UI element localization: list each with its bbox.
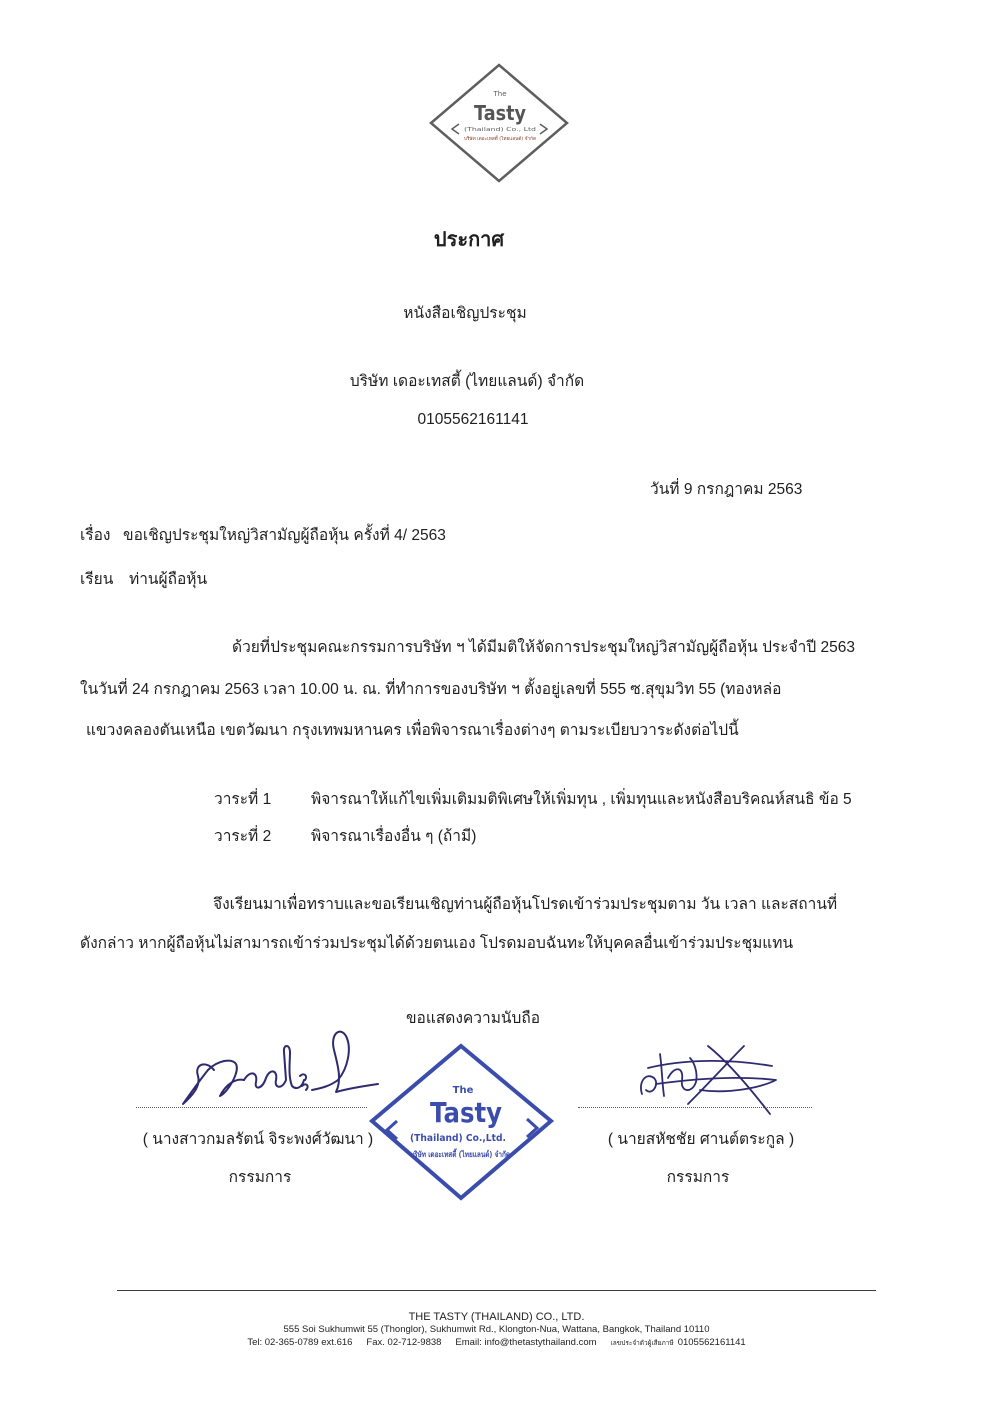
company-name: บริษัท เดอะเทสตี้ (ไทยแลนด์) จำกัด: [349, 373, 585, 390]
agenda-item-2-text: พิจารณาเรื่องอื่น ๆ (ถ้ามี): [311, 828, 477, 845]
footer-contact: [0, 1336, 993, 1350]
recipient-label: เรียน: [80, 571, 114, 588]
announcement-title: ประกาศ: [433, 229, 505, 251]
company-logo: [420, 55, 580, 190]
stamp-name-text: Tasty: [430, 1096, 502, 1129]
logo-the-text: The: [493, 90, 507, 98]
signature-left-stroke: [183, 1061, 244, 1104]
subject-label: เรื่อง: [80, 527, 111, 544]
footer-fax: Fax. 02-712-9838: [366, 1337, 442, 1348]
registration-number: 0105562161141: [417, 411, 529, 428]
logo-company-th-text: บริษัท เดอะเทสตี้ (ไทยแลนด์) จำกัด: [464, 137, 534, 142]
stamp-company-en-text: (Thailand) Co.,Ltd.: [410, 1133, 506, 1144]
footer-address: 555 Soi Sukhumwit 55 (Thonglor), Sukhumwit Rd., Klongton-Nua, Wattana, Bangkok, Thailand 10110: [283, 1324, 710, 1335]
paragraph-2-line-2: ดังกล่าว หากผู้ถือหุ้นไม่สามารถเข้าร่วมประชุมได้ด้วยตนเอง โปรดมอบฉันทะให้บุคคลอื่นเข้าร่วมประชุมแทน: [80, 935, 794, 952]
stamp-the-text: The: [452, 1085, 474, 1096]
paragraph-1-line-3: แขวงคลองตันเหนือ เขตวัฒนา กรุงเทพมหานคร เพื่อพิจารณาเรื่องต่างๆ ตามระเบียบวาระดังต่อไปนี้: [86, 722, 739, 739]
signature-line-right: [578, 1107, 812, 1108]
signature-right-stroke: [656, 1078, 776, 1091]
footer-tax-id-label: เลขประจำตัวผู้เสียภาษี: [610, 1340, 674, 1347]
signatory-left-name: ( นางสาวกมลรัตน์ จิระพงศ์วัฒนา ): [142, 1131, 374, 1148]
footer-tel: Tel: 02-365-0789 ext.616: [247, 1337, 353, 1348]
subject-text: ขอเชิญประชุมใหญ่วิสามัญผู้ถือหุ้น ครั้งที่ 4/ 2563: [123, 527, 446, 544]
closing-salutation: ขอแสดงความนับถือ: [405, 1010, 541, 1027]
footer-tax-id: 0105562161141: [677, 1337, 746, 1348]
paragraph-1-line-2: ในวันที่ 24 กรกฎาคม 2563 เวลา 10.00 น. ณ. ที่ทำการของบริษัท ฯ ตั้งอยู่เลขที่ 555 ซ.สุขุมวิท 55 (ทองหล่อ: [80, 681, 782, 698]
signatory-right-title: กรรมการ: [666, 1169, 730, 1186]
letter-subtitle: หนังสือเชิญประชุม: [403, 305, 527, 322]
signature-right: [630, 1035, 785, 1125]
signature-line-left: [136, 1107, 367, 1108]
footer-email: Email: info@thetastythailand.com: [455, 1337, 597, 1348]
company-stamp: [362, 1036, 562, 1208]
paragraph-1-line-1: ด้วยที่ประชุมคณะกรรมการบริษัท ฯ ได้มีมติให้จัดการประชุมใหญ่วิสามัญผู้ถือหุ้น ประจำปี 2563: [232, 639, 855, 656]
footer-rule: [117, 1290, 876, 1291]
signatory-right-name: ( นายสหัชชัย ศานต์ตระกูล ): [607, 1131, 795, 1148]
logo-chevron-left-icon: [452, 124, 459, 134]
signature-right-stroke: [641, 1076, 656, 1094]
signature-left: [175, 1020, 385, 1115]
signatory-left-title: กรรมการ: [228, 1169, 292, 1186]
agenda-item-1-text: พิจารณาให้แก้ไขเพิ่มเติมมติพิเศษให้เพิ่มทุน , เพิ่มทุนและหนังสือบริคณห์สนธิ ข้อ 5: [311, 791, 852, 808]
signature-right-stroke: [648, 1061, 772, 1068]
footer-company: THE TASTY (THAILAND) CO., LTD.: [408, 1311, 585, 1323]
logo-chevron-right-icon: [540, 124, 547, 134]
logo-name-text: Tasty: [474, 101, 526, 125]
signature-right-stroke: [660, 1054, 697, 1096]
signature-left-stroke: [244, 1046, 304, 1088]
agenda-item-1-label: วาระที่ 1: [214, 791, 272, 808]
paragraph-2-line-1: จึงเรียนมาเพื่อทราบและขอเรียนเชิญท่านผู้ถือหุ้นโปรดเข้าร่วมประชุมตาม วัน เวลา และสถานที่: [213, 896, 838, 913]
stamp-company-th-text: บริษัท เดอะเทสตี้ (ไทยแลนด์) จำกัด: [410, 1150, 535, 1159]
letter-date: วันที่ 9 กรกฎาคม 2563: [650, 481, 803, 498]
agenda-item-2-label: วาระที่ 2: [214, 828, 272, 845]
logo-company-en-text: (Thailand) Co., Ltd: [464, 127, 536, 133]
recipient-text: ท่านผู้ถือหุ้น: [129, 571, 208, 588]
